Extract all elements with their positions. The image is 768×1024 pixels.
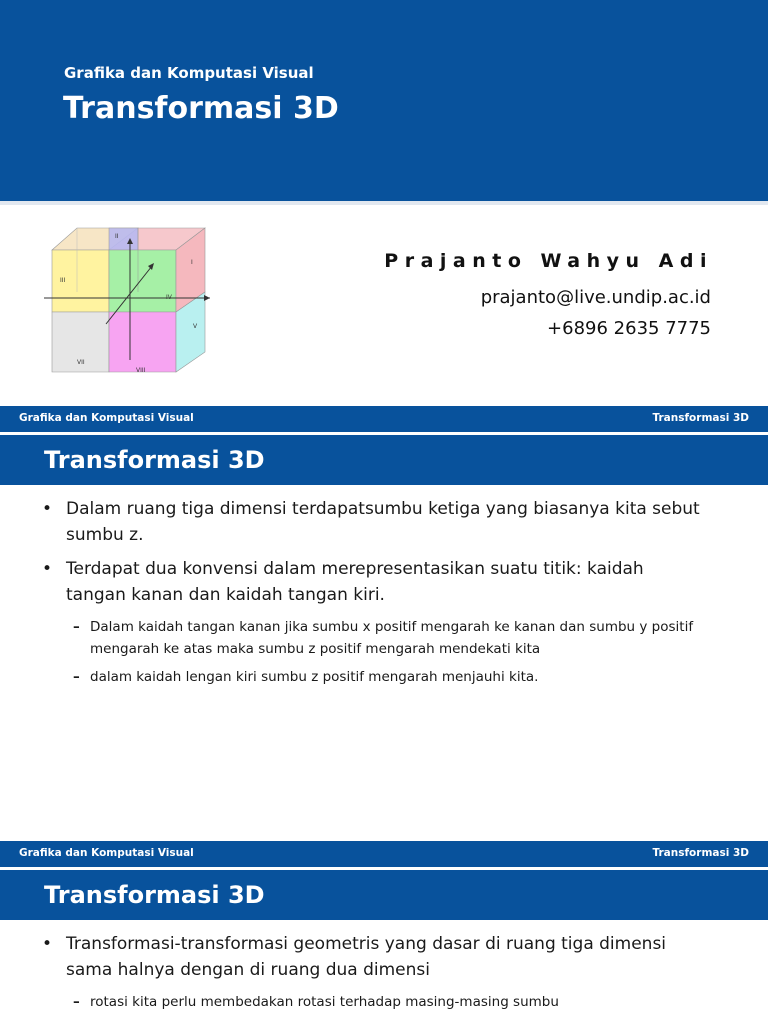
cube-face-back-top — [109, 228, 138, 250]
author-name: Prajanto Wahyu Adi — [384, 250, 713, 272]
cover-title: Transformasi 3D — [63, 91, 339, 126]
header-topic-label: Transformasi 3D — [652, 412, 749, 424]
bullet-dot-icon: • — [42, 499, 53, 519]
bullet-dot-icon: • — [42, 934, 53, 954]
cube-face-upper-mid — [109, 250, 176, 312]
slide-3 — [0, 841, 768, 1024]
octant-label-IV: IV — [166, 294, 172, 301]
slide-title: Transformasi 3D — [44, 881, 265, 909]
cover-slide — [0, 0, 768, 406]
octant-label-I: I — [191, 259, 193, 266]
author-email[interactable]: prajanto@live.undip.ac.id — [480, 287, 711, 308]
dash-icon: – — [73, 669, 80, 685]
sub-bullet-text: Dalam kaidah tangan kanan jika sumbu x positif mengarah ke kanan dan sumbu y positif mengarah ke atas maka sumbu z positif mengarah mendekati kita — [90, 619, 694, 657]
sub-bullet-item — [73, 616, 730, 660]
sub-bullet-item — [73, 666, 730, 688]
octant-label-VIII: VIII — [136, 367, 146, 374]
bullet-dot-icon: • — [42, 559, 53, 579]
bullet-item — [42, 931, 706, 983]
slide-header-bar — [0, 841, 768, 867]
header-course-label: Grafika dan Komputasi Visual — [19, 412, 194, 424]
cube-face-lower-mid — [109, 312, 176, 372]
slide-title-bar — [0, 435, 768, 485]
header-course-label: Grafika dan Komputasi Visual — [19, 847, 194, 859]
octant-label-VII: VII — [77, 359, 85, 366]
sub-bullet-text: dalam kaidah lengan kiri sumbu z positif mengarah menjauhi kita. — [90, 669, 539, 685]
cover-divider — [0, 201, 768, 205]
bullet-text: Transformasi-transformasi geometris yang dasar di ruang tiga dimensi sama halnya dengan di ruang dua dimensi — [66, 934, 667, 980]
bullet-item — [42, 556, 706, 608]
slide-header-bar — [0, 406, 768, 432]
cover-header — [0, 0, 768, 201]
slide-title-bar — [0, 870, 768, 920]
slide-2 — [0, 406, 768, 834]
author-phone: +6896 2635 7775 — [547, 318, 711, 339]
cover-subtitle: Grafika dan Komputasi Visual — [64, 64, 314, 82]
bullet-item — [42, 496, 706, 548]
slide-title: Transformasi 3D — [44, 446, 265, 474]
dash-icon: – — [73, 994, 80, 1010]
bullet-text: Terdapat dua konvensi dalam merepresentasikan suatu titik: kaidah tangan kanan dan kaidah tangan kiri. — [66, 559, 644, 605]
octant-label-II: II — [115, 233, 119, 240]
bullet-text: Dalam ruang tiga dimensi terdapatsumbu ketiga yang biasanya kita sebut sumbu z. — [66, 499, 700, 545]
sub-bullet-item — [73, 991, 730, 1013]
slide-body — [0, 931, 768, 1019]
octant-label-V: V — [193, 323, 198, 330]
header-topic-label: Transformasi 3D — [652, 847, 749, 859]
octant-label-III: III — [60, 277, 66, 284]
slide-body — [0, 496, 768, 694]
sub-bullet-text: rotasi kita perlu membedakan rotasi terhadap masing-masing sumbu — [90, 994, 559, 1010]
dash-icon: – — [73, 619, 80, 635]
octant-cube-illustration — [40, 222, 218, 390]
